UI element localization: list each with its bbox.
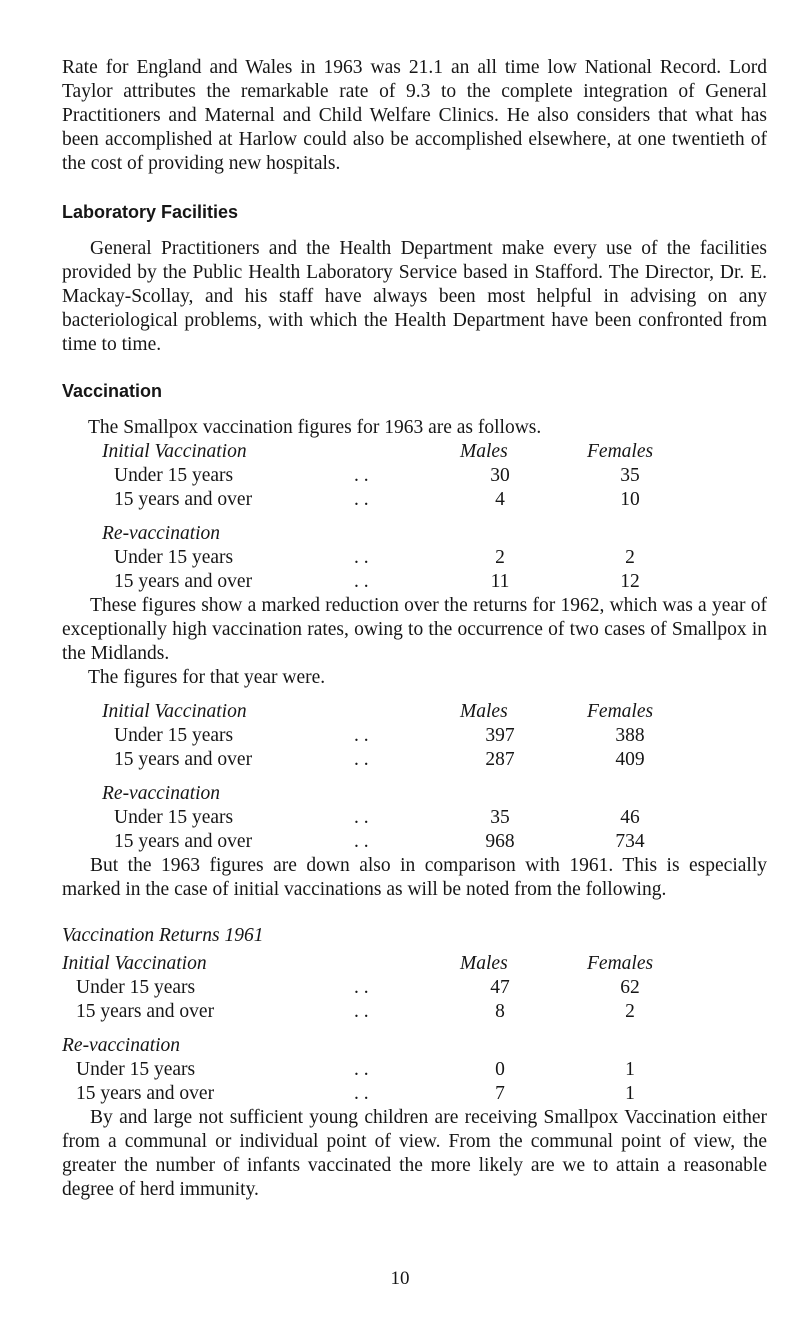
females-value: 1 — [625, 1083, 635, 1104]
table-1961 — [62, 924, 662, 1106]
leader-dots: . . — [354, 1001, 369, 1022]
revaccination-label: Re-vaccination — [102, 523, 221, 544]
intro-paragraph: Rate for England and Wales in 1963 was 21.1 an all time low National Record. Lord Taylor attributes the remarkable rate of 9.3 to the complete integration of General Practitioners and Maternal and Child Welfare Clinics. He also considers that what has been accomplished at Harlow could also be accomplished elsewhere, at one twentieth of the cost of providing new hospitals. — [62, 57, 767, 174]
table-row — [62, 570, 662, 594]
row-label: Under 15 years — [76, 977, 196, 998]
vaccination-heading: Vaccination — [62, 381, 163, 401]
leader-dots: . . — [354, 725, 369, 746]
row-label: Under 15 years — [114, 807, 234, 828]
males-value: 30 — [490, 465, 510, 486]
females-header: Females — [587, 441, 654, 462]
females-value: 12 — [620, 571, 640, 592]
males-value: 47 — [490, 977, 510, 998]
table-row — [62, 546, 662, 570]
table-section-row — [62, 1034, 662, 1058]
males-header: Males — [460, 701, 508, 722]
leader-dots: . . — [354, 1083, 369, 1104]
males-header: Males — [460, 441, 508, 462]
males-value: 35 — [490, 807, 510, 828]
males-value: 287 — [485, 749, 515, 770]
males-value: 11 — [490, 571, 510, 592]
table-header-row — [62, 952, 662, 976]
row-label: Under 15 years — [114, 465, 234, 486]
males-value: 4 — [495, 489, 505, 510]
leader-dots: . . — [354, 571, 369, 592]
comparison-paragraph: But the 1963 figures are down also in comparison with 1961. This is especially marked in the case of initial vaccinations as will be noted from the following. — [62, 855, 767, 900]
table-header-row — [62, 440, 662, 464]
leader-dots: . . — [354, 977, 369, 998]
females-value: 35 — [620, 465, 640, 486]
table-1963 — [62, 440, 662, 594]
leader-dots: . . — [354, 465, 369, 486]
table-row — [62, 1000, 662, 1024]
table-1962 — [62, 700, 662, 854]
females-value: 2 — [625, 547, 635, 568]
females-value: 10 — [620, 489, 640, 510]
document-page — [62, 56, 767, 1202]
males-value: 0 — [495, 1059, 505, 1080]
table-title-row — [62, 924, 662, 948]
reduction-paragraph: These figures show a marked reduction over the returns for 1962, which was a year of exceptionally high vaccination rates, owing to the occurrence of two cases of Smallpox in the Midlands. — [62, 595, 767, 664]
row-label: 15 years and over — [76, 1083, 215, 1104]
females-value: 62 — [620, 977, 640, 998]
leader-dots: . . — [354, 749, 369, 770]
row-label: Under 15 years — [114, 547, 234, 568]
table-section-row — [62, 782, 662, 806]
leader-dots: . . — [354, 831, 369, 852]
females-value: 734 — [615, 831, 645, 852]
table-row — [62, 464, 662, 488]
females-value: 46 — [620, 807, 640, 828]
returns-1961-title: Vaccination Returns 1961 — [62, 925, 264, 946]
table-row — [62, 724, 662, 748]
females-value: 409 — [615, 749, 645, 770]
initial-vaccination-label: Initial Vaccination — [102, 701, 247, 722]
laboratory-heading: Laboratory Facilities — [62, 202, 239, 222]
table-row — [62, 1082, 662, 1106]
row-label: Under 15 years — [114, 725, 234, 746]
males-value: 2 — [495, 547, 505, 568]
figures-1962-intro: The figures for that year were. — [88, 667, 326, 688]
females-value: 388 — [615, 725, 645, 746]
males-value: 397 — [485, 725, 515, 746]
table-row — [62, 488, 662, 512]
smallpox-1963-intro: The Smallpox vaccination figures for 1963 are as follows. — [88, 417, 542, 438]
leader-dots: . . — [354, 807, 369, 828]
females-value: 1 — [625, 1059, 635, 1080]
males-value: 7 — [495, 1083, 505, 1104]
table-row — [62, 748, 662, 772]
table-row — [62, 806, 662, 830]
males-value: 968 — [485, 831, 515, 852]
laboratory-paragraph: General Practitioners and the Health Department make every use of the facilities provided by the Public Health Laboratory Service based in Stafford. The Director, Dr. E. Mackay-Scollay, and his staff have always been most helpful in advising on any bacteriological problems, with which the Health Department have been confronted from time to time. — [62, 238, 767, 355]
leader-dots: . . — [354, 489, 369, 510]
row-label: 15 years and over — [114, 489, 253, 510]
row-label: 15 years and over — [114, 749, 253, 770]
initial-vaccination-label: Initial Vaccination — [102, 441, 247, 462]
males-header: Males — [460, 953, 508, 974]
table-row — [62, 1058, 662, 1082]
table-row — [62, 976, 662, 1000]
females-header: Females — [587, 701, 654, 722]
leader-dots: . . — [354, 1059, 369, 1080]
row-label: 15 years and over — [114, 831, 253, 852]
row-label: 15 years and over — [114, 571, 253, 592]
females-header: Females — [587, 953, 654, 974]
leader-dots: . . — [354, 547, 369, 568]
table-header-row — [62, 700, 662, 724]
revaccination-label: Re-vaccination — [62, 1035, 181, 1056]
table-section-row — [62, 522, 662, 546]
males-value: 8 — [495, 1001, 505, 1022]
initial-vaccination-label: Initial Vaccination — [62, 953, 207, 974]
revaccination-label: Re-vaccination — [102, 783, 221, 804]
females-value: 2 — [625, 1001, 635, 1022]
row-label: 15 years and over — [76, 1001, 215, 1022]
row-label: Under 15 years — [76, 1059, 196, 1080]
table-row — [62, 830, 662, 854]
conclusion-paragraph: By and large not sufficient young children are receiving Smallpox Vaccination either from a communal or individual point of view. From the communal point of view, the greater the number of infants vaccinated the more likely are we to attain a reasonable degree of herd immunity. — [62, 1107, 767, 1200]
page-number: 10 — [390, 1268, 410, 1289]
